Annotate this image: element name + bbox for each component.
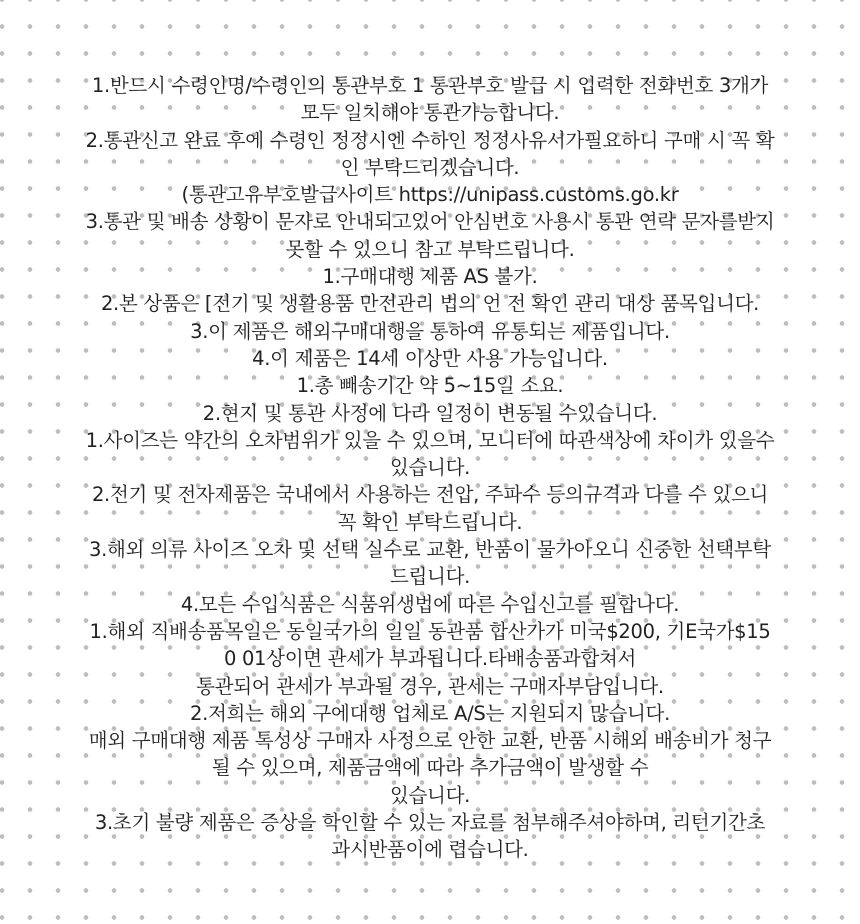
notice-line: 4.이 제품은 14세 이상만 사용 가능입니다. xyxy=(252,346,608,370)
notice-line: 통관되어 관세가 부과될 경우, 관세는 구매자부담입니다. xyxy=(196,674,664,698)
notice-line: 3.해외 의류 사이즈 오차 및 선택 실수로 교환, 반품이 물가아오니 신중한 선택부탁 xyxy=(89,538,771,562)
notice-line: 될 수 있으며, 제품금액에 따라 추가금액이 발생할 수 xyxy=(211,756,649,780)
notice-line: 1.구매대행 제품 AS 불가. xyxy=(322,265,538,289)
notice-line: 인 부탁드리겠습니다. xyxy=(340,155,520,179)
notice-line: 매외 구매대행 제품 톡성상 구매자 사정으로 안한 교환, 반품 시해외 배송비가 청구 xyxy=(88,729,772,753)
notice-line: 4.모든 수입식품은 식품위생법에 따른 수입신고를 필합나다. xyxy=(180,592,680,616)
notice-line: 3.통관 및 배송 상황이 문자로 안내되고있어 안심번호 사용시 통관 연락 문자를받지 xyxy=(85,210,775,234)
notice-line: 모두 일치해야 통관가능합니다. xyxy=(300,101,560,125)
notice-line: 2.현지 및 통관 사정에 다라 일정이 변동될 수있습니다. xyxy=(202,401,658,425)
notice-line: 과시반품이에 렵습니다. xyxy=(331,838,529,862)
notice-line: 2.통관신고 완료 후에 수령인 정정시엔 수하인 정정사유서가필요하니 구매 시 꼭 확 xyxy=(85,128,775,152)
notice-line: 2.저희는 해외 구에대행 업체로 A/S는 지원되지 많습니다. xyxy=(190,701,670,725)
notice-line: 0 01상이면 관세가 부과됩니다.타배송품과합쳐서 xyxy=(223,647,637,671)
notice-text-block xyxy=(30,72,830,864)
notice-line: 1.총 빼송기간 약 5~15일 소요. xyxy=(296,374,564,398)
notice-line: 있습니다. xyxy=(389,456,471,480)
notice-line: 2.본 상품은 [전기 및 생활용품 만전관리 법의 언 전 확인 관리 대상 품목입니다. xyxy=(100,292,760,316)
notice-line: 꼭 확인 부탁드립니다. xyxy=(337,510,523,534)
notice-line: 있습니다. xyxy=(389,783,471,807)
notice-line: 못할 수 있으니 참고 부탁드립니다. xyxy=(285,237,575,261)
notice-line: 1.해외 직배송품목일은 동일국가의 일일 동관품 합산가가 미국$200, 기E국가$15 xyxy=(89,619,771,643)
notice-line: 1.사이즈는 약간의 오차범위가 있을 수 있으며, 모니터에 따관색상에 차이가 있을수 xyxy=(85,428,775,452)
notice-line: 1.반드시 수령인명/수령인의 통관부호 1 통관부호 발급 시 입력한 전화번호 3개가 xyxy=(91,74,769,97)
notice-line: 3.초기 불량 제품은 증상을 학인할 수 있는 자료를 첨부해주셔야하며, 리턴기간초 xyxy=(94,811,766,835)
notice-line: 3.이 제품은 해외구매대행을 통하여 유통되는 제품입니다. xyxy=(190,319,670,343)
notice-line: 드립니다. xyxy=(389,565,471,589)
notice-line: 2.전기 및 전자제품은 국내에서 사용하는 전압, 주파수 등의규격과 다를 수 있으니 xyxy=(91,483,769,507)
notice-line-url: (통관고유부호발급사이트 https://unipass.customs.go.kr xyxy=(181,183,679,207)
